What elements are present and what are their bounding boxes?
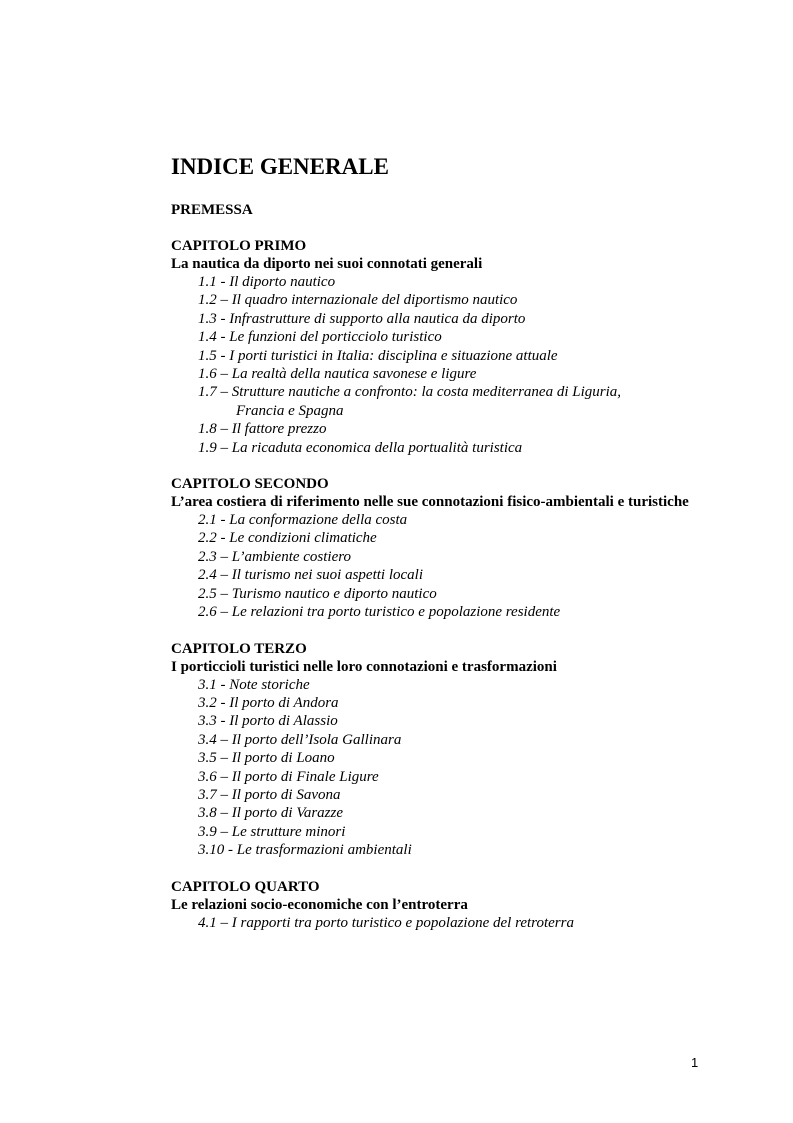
toc-entry: 1.6 – La realtà della nautica savonese e ligure — [198, 366, 477, 383]
chapter-heading: CAPITOLO PRIMO — [171, 238, 307, 254]
toc-entry: 2.2 - Le condizioni climatiche — [198, 530, 377, 547]
chapter-subtitle: La nautica da diporto nei suoi connotati generali — [171, 256, 483, 272]
chapter-subtitle: L’area costiera di riferimento nelle sue connotazioni fisico-ambientali e turistiche — [171, 494, 689, 511]
toc-entry: 3.2 - Il porto di Andora — [198, 694, 339, 711]
document-page — [171, 154, 731, 950]
chapter-section-3 — [171, 640, 731, 860]
toc-entry: 3.1 - Note storiche — [198, 676, 310, 693]
toc-entry: 2.1 - La conformazione della costa — [198, 512, 408, 529]
toc-entry: 3.3 - Il porto di Alassio — [198, 713, 338, 730]
toc-entry: 3.5 – Il porto di Loano — [198, 750, 335, 767]
toc-entry: 1.9 – La ricaduta economica della portualità turistica — [198, 439, 523, 456]
page-number: 1 — [691, 1055, 699, 1070]
chapter-heading: CAPITOLO TERZO — [171, 640, 307, 657]
toc-entry: 1.7 – Strutture nautiche a confronto: la costa mediterranea di Liguria, Francia e Spagna — [198, 384, 622, 419]
toc-entry: 1.1 - Il diporto nautico — [198, 274, 336, 290]
toc-entry: 2.6 – Le relazioni tra porto turistico e popolazione residente — [198, 604, 561, 621]
chapter-section-4 — [171, 878, 731, 932]
toc-entry: 1.5 - I porti turistici in Italia: disciplina e situazione attuale — [198, 347, 558, 364]
toc-entry: 3.6 – Il porto di Finale Ligure — [198, 768, 379, 785]
toc-entry: 3.4 – Il porto dell’Isola Gallinara — [198, 731, 402, 748]
chapter-section-1 — [171, 237, 731, 457]
chapter-subtitle: Le relazioni socio-economiche con l’entroterra — [171, 896, 468, 913]
toc-entry: 3.10 - Le trasformazioni ambientali — [198, 842, 412, 859]
toc-entry: 2.3 – L’ambiente costiero — [198, 548, 352, 565]
toc-entry: 1.2 – Il quadro internazionale del diportismo nautico — [198, 292, 518, 309]
chapter-subtitle: I porticcioli turistici nelle loro connotazioni e trasformazioni — [171, 658, 557, 675]
toc-entry: 3.8 – Il porto di Varazze — [198, 805, 344, 822]
chapter-heading: CAPITOLO SECONDO — [171, 476, 329, 493]
toc-entry: 2.5 – Turismo nautico e diporto nautico — [198, 585, 437, 602]
chapter-section-2 — [171, 475, 731, 621]
toc-entry: 4.1 – I rapporti tra porto turistico e popolazione del retroterra — [198, 914, 574, 931]
toc-entry: 1.4 - Le funzioni del porticciolo turistico — [198, 329, 442, 346]
page-title: INDICE GENERALE — [171, 154, 389, 179]
toc-entry: 1.8 – Il fattore prezzo — [198, 421, 327, 438]
toc-entry: 3.9 – Le strutture minori — [198, 823, 346, 840]
premessa-heading: PREMESSA — [171, 202, 253, 218]
toc-entry: 3.7 – Il porto di Savona — [198, 786, 341, 803]
toc-entry: 2.4 – Il turismo nei suoi aspetti locali — [198, 567, 423, 584]
chapter-heading: CAPITOLO QUARTO — [171, 878, 320, 895]
toc-entry: 1.3 - Infrastrutture di supporto alla nautica da diporto — [198, 310, 526, 327]
